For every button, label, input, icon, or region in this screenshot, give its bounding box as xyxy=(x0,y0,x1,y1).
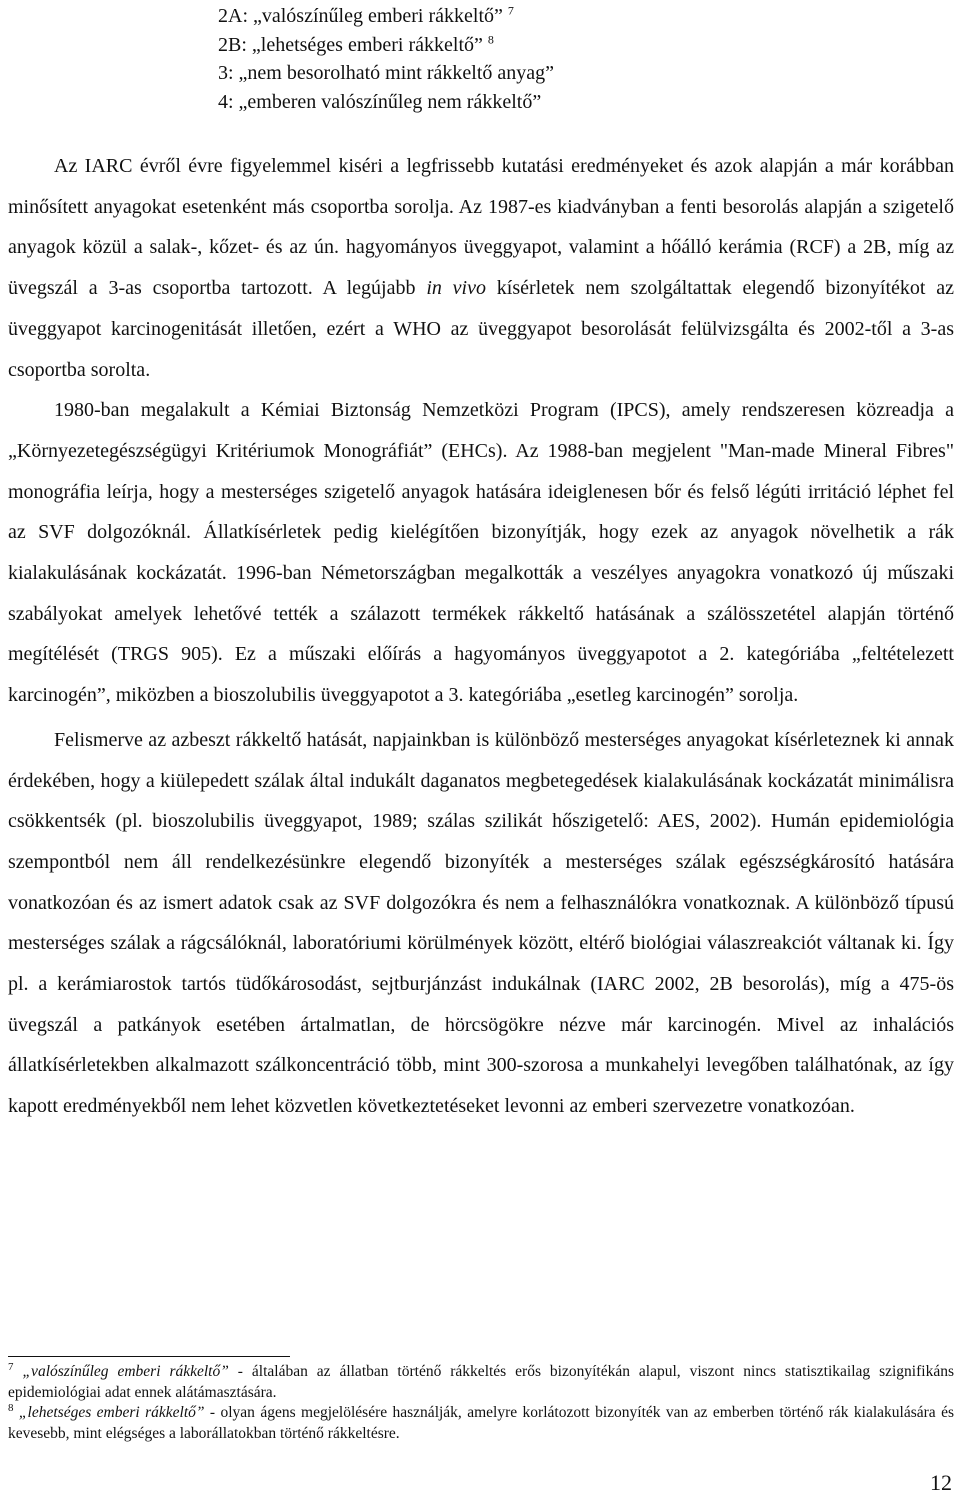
list-item-text: 3: „nem besorolható mint rákkeltő anyag” xyxy=(218,62,555,85)
footnote-text: - olyan ágens megjelölésére használják, amelyre korlátozott bizonyíték van az emberben történő rák kialakulására és kevesebb, mint elégséges a laborállatokban történő rákkeltésre. xyxy=(8,1404,955,1442)
paragraph-iarc xyxy=(8,146,954,390)
list-item xyxy=(218,88,938,117)
list-item xyxy=(218,59,938,88)
body-text xyxy=(8,146,954,1127)
footnote-term: „valószínűleg emberi rákkeltő” xyxy=(22,1363,229,1380)
footnote-term: „lehetséges emberi rákkeltő” xyxy=(18,1404,205,1422)
footnote-ref: 8 xyxy=(487,31,494,46)
paragraph-ipcs: 1980-ban megalakult a Kémiai Biztonság Nemzetközi Program (IPCS), amely rendszeresen közreadja a „Környezetegészségügyi Kritériumok Monográfiát” (EHCs). Az 1988-ban megjelent "Man-made Mineral Fibres" monográfia leírja, hogy a mesterséges szigetelő anyagok hatására ideiglenesen bőr és felső légúti irritáció léphet fel az SVF dolgozóknál. Állatkísérletek pedig kielégítően bizonyítják, hogy ezek az anyagok növelhetik a rák kialakulásának kockázatát. 1996-ban Németországban megalkották a veszélyes anyagokra vonatkozó új műszaki szabályokat amelyek lehetővé tették a szálazott termékek rákkeltő hatásának a szálösszetétel alapján történő megítélését (TRGS 905). Ez a műszaki előírás a hagyományos üveggyapotot a 2. kategóriába „feltételezett karcinogén”, miközben a bioszolubilis üveggyapotot a 3. kategóriába „esetleg karcinogén” sorolja. xyxy=(8,399,954,707)
list-item-text: 2A: „valószínűleg emberi rákkeltő” xyxy=(218,5,503,27)
italic-term: in vivo xyxy=(426,277,486,300)
list-item-text: 2B: „lehetséges emberi rákkeltő” xyxy=(218,33,483,56)
iarc-classification-list xyxy=(218,2,938,116)
footnotes xyxy=(8,1362,954,1444)
list-item xyxy=(218,31,938,60)
list-item xyxy=(218,2,938,31)
list-item-text: 4: „emberen valószínűleg nem rákkeltő” xyxy=(218,90,542,113)
paragraph-text: Az IARC évről évre figyelemmel kiséri a legfrissebb kutatási eredményeket és azok alapján a már korábban minősített anyagokat esetenként más csoportba sorolja. Az 1987-es kiadványban a fenti besorolás alapján a szigetelő anyagok közül a salak-, kőzet- és az ún. hagyományos üveggyapot, valamint a hőálló kerámia (RCF) a 2B, míg az üvegszál a 3-as csoportba tartozott. A legújabb xyxy=(8,155,954,300)
footnote-divider xyxy=(8,1356,290,1357)
footnote xyxy=(8,1362,954,1403)
paragraph-text: kísérletek nem szolgáltattak elegendő bizonyítékot az üveggyapot karcinogenitását illetően, ezért a WHO az üveggyapot besorolását felülvizsgálta és 2002-től a 3-as csoportba sorolta. xyxy=(8,277,954,381)
footnote-text: - általában az állatban történő rákkeltés erős bizonyítékán alapul, viszont nincs statisztikailag szignifikáns epidemiológiai adat ennek alátámasztására. xyxy=(8,1363,954,1401)
paragraph-asbestos: Felismerve az azbeszt rákkeltő hatását, napjainkban is különböző mesterséges anyagokat kísérleteznek ki annak érdekében, hogy a kiülepedett szálak által indukált daganatos megbetegedések kialakulásának kockázatát minimálisra csökkentsék (pl. bioszolubilis üveggyapot, 1989; szálas szilikát hőszigetelő: AES, 2002). Humán epidemiológia szempontból nem áll rendelkezésünkre elegendő bizonyíték a mesterséges szálak egészségkárosító hatására vonatkozóan és az ismert adatok csak az SVF dolgozókra és nem a felhasználókra vonatkoznak. A különböző típusú mesterséges szálak a rágcsálóknál, laboratóriumi körülmények között, eltérő biológiai válaszreakciót váltanak ki. Így pl. a kerámiarostok tartós tüdőkárosodást, sejtburjánzást indukálnak (IARC 2002, 2B besorolás), míg a 475-ös üvegszál a patkányok esetében ártalmatlan, de hörcsögökre nézve már karcinogén. Mivel az inhalációs állatkísérletekben alkalmazott szálkoncentráció több, mint 300-szorosa a munkahelyi levegőben találhatónak, az így kapott eredményekből nem lehet közvetlen következtetéseket levonni az emberi szervezetre vonatkozóan. xyxy=(8,728,954,1118)
footnote xyxy=(8,1403,954,1444)
page-number: 12 xyxy=(930,1470,952,1495)
footnote-ref: 7 xyxy=(507,3,514,18)
footnote-number: 7 xyxy=(8,1360,14,1373)
footnote-number: 8 xyxy=(8,1402,14,1415)
